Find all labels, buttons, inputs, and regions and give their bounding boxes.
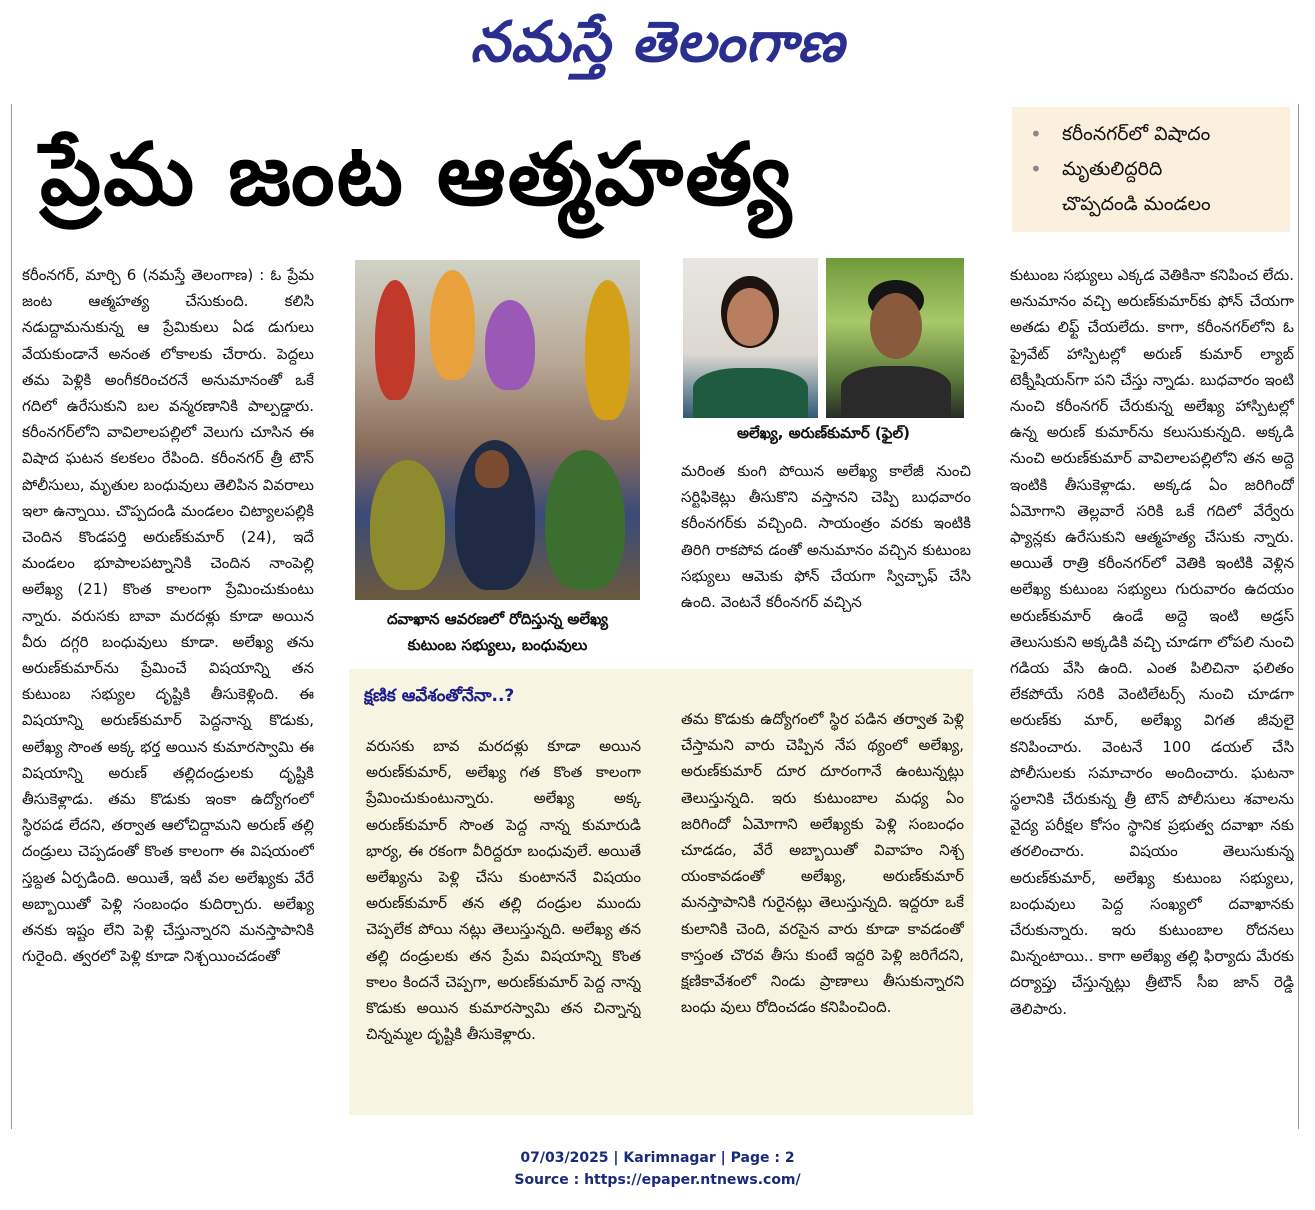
photo-figure: [370, 460, 445, 590]
crowd-photo: [355, 260, 640, 600]
crowd-photo-caption: దవాఖాన ఆవరణలో రోదిస్తున్న అలేఖ్య కుటుంబ సభ్యులు, బంధువులు: [386, 610, 609, 654]
sidebar-story-title: క్షణిక ఆవేశంతోనేనా..?: [364, 686, 515, 706]
highlights-box: [1012, 107, 1290, 232]
photo-shirt: [841, 366, 951, 418]
photo-face: [475, 450, 509, 488]
arunkumar-photo: [826, 258, 964, 418]
photo-saree: [693, 368, 808, 418]
photo-figure: [585, 280, 630, 420]
masthead-logo: నమస్తే తెలంగాణ: [470, 10, 845, 75]
article-column-3-top: మరింత కుంగి పోయిన అలేఖ్య కాలేజీ నుంచి సర్టిఫికెట్లు తీసుకొని వస్తానని చెప్పి బుధవారం కరీంనగర్‌కు వచ్చింది. సాయంత్రం వరకు ఇంటికి తిరిగి రాకపోవ డంతో అనుమానం వచ్చిన కుటుంబ సభ్యులు ఆమెకు ఫోన్ చేయగా స్విచ్ఛాఫ్ చేసి ఉంది. వెంటనే కరీంనగర్ వచ్చిన: [681, 462, 971, 612]
sidebar-story-column-left: వరుసకు బావ మరదళ్లు కూడా అయిన అరుణ్‌కుమార్, అలేఖ్య గత కొంత కాలంగా ప్రేమించుకుంటున్నారు. అలేఖ్య అక్క అరుణ్‌కుమార్ సొంత పెద్ద నాన్న కుమారుడి భార్య, ఈ రకంగా వీరిద్దరూ బంధువులే. అయితే అలేఖ్యను పెళ్లి చేసు కుంటాననే విషయం అరుణ్‌కుమార్ తన తల్లి దండ్రుల ముందు చెప్పలేక పోయి నట్లు తెలుస్తున్నది. అలేఖ్య తన తల్లి దండ్రులకు తన ప్రేమ విషయాన్ని కొంత కాలం కిందనే చెప్పగా, అరుణ్‌కుమార్ పెద్ద నాన్న కొడుకు అయిన కుమారస్వామి తన చిన్నాన్న చిన్నమ్మల దృష్టికి తీసుకెళ్లారు.: [366, 737, 641, 1044]
sidebar-story-column-right: తమ కొడుకు ఉద్యోగంలో స్థిర పడిన తర్వాత పెళ్లి చేస్తామని వారు చెప్పిన నేప థ్యంలో అలేఖ్య, అరుణ్‌కుమార్ దూర దూరంగానే ఉంటున్నట్లు తెలుస్తున్నది. ఇరు కుటుంబాల మధ్య ఏం జరిగిందో ఏమోగాని అలేఖ్యకు పెళ్లి సంబంధం చూడడం, వేరే అబ్బాయితో వివాహం నిశ్చ యంకావడంతో అలేఖ్య, అరుణ్‌కుమార్ మనస్తాపానికి గురైనట్లు తెలుస్తున్నది. ఇద్దరూ ఒకే కులానికి చెంది, వరసైన వారు కూడా కావడంతో కాస్తంత చొరవ తీసు కుంటే ఇద్దరి పెళ్లి జరిగేదని, క్షణికావేశంలో నిండు ప్రాణాలు తీసుకున్నారని బంధు వులు రోదించడం కనిపించింది.: [681, 710, 964, 1017]
footer-source: Source : https://epaper.ntnews.com/: [514, 1172, 801, 1188]
photo-figure: [485, 300, 535, 390]
headline: ప్రేమ జంట ఆత్మహత్య: [40, 125, 794, 225]
alekhya-photo: [683, 258, 818, 418]
photo-face: [870, 293, 922, 359]
photo-figure: [545, 450, 625, 590]
right-border-rule: [1298, 104, 1299, 1129]
highlight-item: • మృతులిద్దరిది చొప్పదండి మండలం: [1030, 152, 1278, 222]
photo-figure: [430, 270, 475, 380]
article-column-1: కరీంనగర్, మార్చి 6 (నమస్తే తెలంగాణ) : ఓ ప్రేమ జంట ఆత్మహత్య చేసుకుంది. కలిసి నడుద్దామనుకున్న ఆ ప్రేమికులు ఏడ డుగులు వేయకుండానే అనంత లోకాలకు చేరారు. పెద్దలు తమ పెళ్లికి అంగీకరించరనే అనుమానంతో ఒకే గదిలో ఉరేసుకుని బల వన్మరణానికి పాల్పడ్డారు. కరీంనగర్‌లోని వావిలాలపల్లిలో వెలుగు చూసిన ఈ విషాద ఘటన కలకలం రేపింది. కరీంనగర్ త్రీ టౌన్ పోలీసులు, మృతుల బంధువులు తెలిపిన వివరాలు ఇలా ఉన్నాయి. చొప్పదండి మండలం చిట్యాలపల్లికి చెందిన కొండపర్తి అరుణ్‌కుమార్ (24), ఇదే మండలం భూపాలపట్నానికి చెందిన నాంపెల్లి అలేఖ్య (21) కొంత కాలంగా ప్రేమించుకుంటు న్నారు. వరుసకు బావా మరదళ్లు కూడా అయిన వీరు దగ్గరి బంధువులు కూడా. అలేఖ్య తను అరుణ్‌కుమార్‌ను ప్రేమించే విషయాన్ని తన కుటుంబ సభ్యుల దృష్టికి తీసుకెళ్లింది. ఈ విషయాన్ని అరుణ్‌కుమార్ పెద్దనాన్న కొడుకు, అలేఖ్య సొంత అక్క భర్త అయిన కుమారస్వామి ఈ విషయాన్ని అరుణ్ తల్లిదండ్రులకు దృష్టికి తీసుకెళ్లాడు. తమ కొడుకు ఇంకా ఉద్యోగంలో స్థిరపడ లేదని, తర్వాత ఆలోచిద్దామని అరుణ్ తల్లి దండ్రులు చెప్పడంతో కొంత కాలంగా ఈ విషయంలో స్తబ్దత ఏర్పడింది. అయితే, ఇటీ వల అలేఖ్యకు వేరే అబ్బాయితో పెళ్లి సంబంధం కుదిర్చారు. అలేఖ్య తనకు ఇష్టం లేని పెళ్లి చేస్తున్నారని మనస్తాపానికి గురైంది. త్వరలో పెళ్లి కూడా నిశ్చయించడంతో: [22, 266, 314, 966]
highlight-item: • కరీంనగర్‌లో విషాదం: [1030, 117, 1278, 152]
photo-figure: [375, 280, 415, 400]
article-column-4: కుటుంబ సభ్యులు ఎక్కడ వెతికినా కనిపించ లేదు. అనుమానం వచ్చి అరుణ్‌కుమార్‌కు ఫోన్ చేయగా అతడు లిఫ్ట్ చేయలేదు. కాగా, కరీంనగర్‌లోని ఓ ప్రైవేట్ హాస్పిటల్లో అరుణ్ కుమార్ ల్యాబ్ టెక్నీషియన్‌గా పని చేస్తు న్నాడు. బుధవారం ఇంటి నుంచి కరీంనగర్ చేరుకున్న అలేఖ్య హాస్పిటల్లో ఉన్న అరుణ్ కుమార్‌ను కలుసుకున్నది. అక్కడి నుంచి అరుణ్‌కుమార్ వావిలాలపల్లిలోని తన అద్దె ఇంటికి తీసుకెళ్లాడు. అక్కడ ఏం జరిగిందో ఏమోగాని తెల్లవారే సరికి ఒకే గదిలో వేర్వేరు ఫ్యాన్లకు ఉరేసుకుని ఆత్మహత్య చేసుకు న్నారు. అయితే రాత్రి కరీంనగర్‌లో వెతికి ఇంటికి వెళ్లిన అలేఖ్య కుటుంబ సభ్యులు గురువారం ఉదయం అరుణ్‌కుమార్ ఉండే అద్దె ఇంటి అడ్రస్ తెలుసుకుని అక్కడికి వచ్చి చూడగా లోపలి నుంచి గడియ వేసి ఉంది. ఎంత పిలిచినా ఫలితం లేకపోయే సరికి వెంటిలేటర్స్ నుంచి చూడగా అరుణ్‌కు మార్, అలేఖ్య విగత జీవులై కనిపించారు. వెంటనే 100 డయల్ చేసి పోలీసులకు సమాచారం అందించారు. ఘటనా స్థలానికి చేరుకున్న త్రీ టౌన్ పోలీసులు శవాలను వైద్య పరీక్షల కోసం స్థానిక ప్రభుత్వ దవాఖా నకు తరలించారు. విషయం తెలుసుకున్న అరుణ్‌కుమార్, అలేఖ్య కుటుంబ సభ్యులు, బంధువులు పెద్ద సంఖ్యలో దవాఖానకు చేరుకున్నారు. ఇరు కుటుంబాల రోదనలు మిన్నంటాయి.. కాగా అలేఖ్య తల్లి ఫిర్యాదు మేరకు దర్యాప్తు చేస్తున్నట్లు త్రీటౌన్ సీఐ జాన్ రెడ్డి తెలిపారు.: [1010, 266, 1294, 1018]
photo-face: [727, 288, 773, 346]
pair-photo-caption: అలేఖ్య, అరుణ్‌కుమార్ (ఫైల్): [737, 424, 910, 442]
left-border-rule: [11, 104, 12, 1129]
footer-date-edition: 07/03/2025 | Karimnagar | Page : 2: [520, 1150, 795, 1166]
